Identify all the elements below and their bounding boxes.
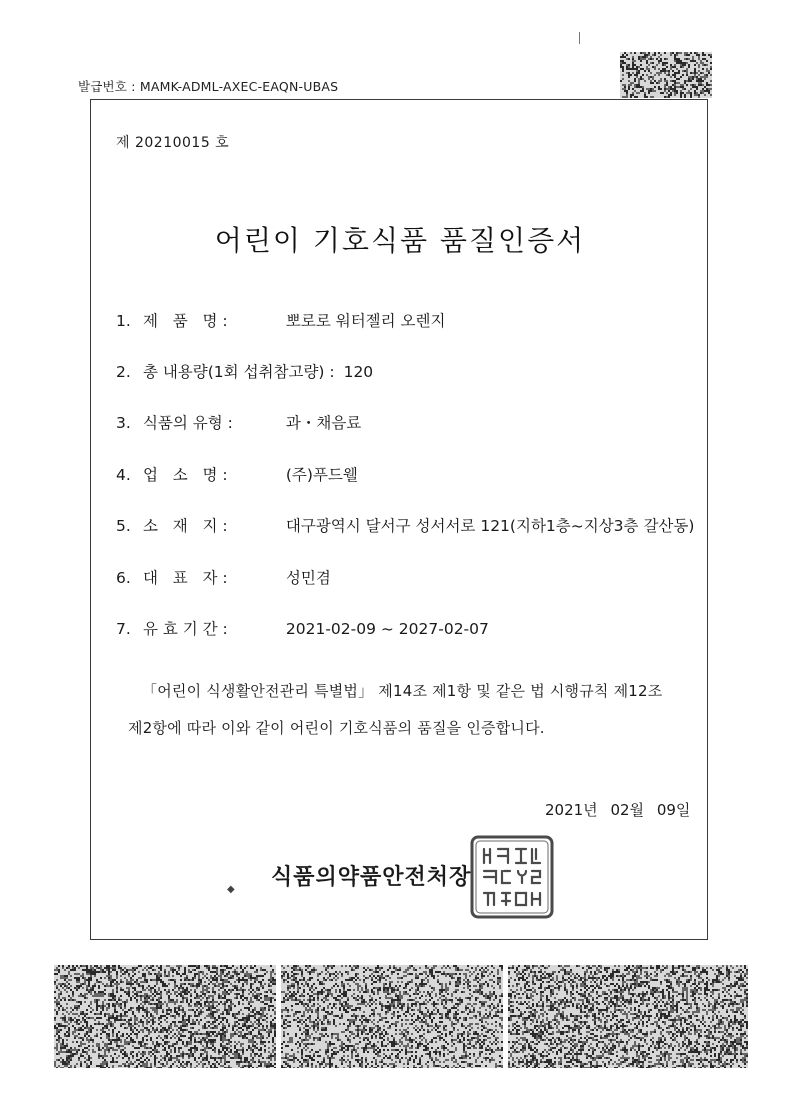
issue-number: 발급번호 : MAMK-ADML-AXEC-EAQN-UBAS [78,79,339,94]
barcode-2d-middle [281,965,503,1068]
scan-mark [579,32,580,44]
mark-dot: ◆ [227,884,235,895]
barcode-2d-top [620,52,712,98]
document-number: 제 20210015 호 [116,135,230,151]
item-value: 120 [343,363,374,381]
item-label: 대 표 자 : [142,569,228,587]
item-number: 6. [116,569,131,587]
item-representative [116,566,331,588]
item-value: 과・채음료 [285,414,362,432]
certificate-title: 어린이 기호식품 품질인증서 [214,224,586,257]
item-value: 대구광역시 달서구 성서서로 121(지하1층~지상3층 갈산동) [285,517,695,535]
item-number: 2. [116,363,131,381]
barcode-2d-right [508,965,748,1068]
item-address [116,514,694,536]
item-validity-period [116,617,489,639]
item-label: 식품의 유형 : [142,414,233,432]
official-seal-icon [470,835,554,919]
item-label: 소 재 지 : [142,517,228,535]
issuer-name: 식품의약품안전처장 [271,865,472,890]
item-label: 제 품 명 : [142,312,228,330]
statement-line-2: 제2항에 따라 이와 같이 어린이 기호식품의 품질을 인증합니다. [128,719,545,737]
issue-date [545,799,690,820]
item-label: 총 내용량(1회 섭취참고량) : [142,363,335,381]
item-content-amount [116,360,373,382]
statement-line-1: 「어린이 식생활안전관리 특별법」 제14조 제1항 및 같은 법 시행규칙 제12조 [142,682,663,700]
item-number: 5. [116,517,131,535]
item-number: 7. [116,620,131,638]
item-number: 1. [116,312,131,330]
item-food-type [116,411,361,433]
date-day: 09일 [656,801,691,819]
item-value: 성민겸 [285,569,331,587]
certification-statement [128,673,698,747]
item-product-name [116,309,445,331]
item-label: 유 효 기 간 : [142,620,228,638]
item-value: 뽀로로 워터젤리 오렌지 [285,312,446,330]
item-label: 업 소 명 : [142,466,228,484]
item-business-name [116,463,358,485]
item-value: 2021-02-09 ~ 2027-02-07 [285,620,489,638]
item-number: 3. [116,414,131,432]
date-year: 2021년 [545,801,598,819]
date-month: 02월 [610,801,645,819]
barcode-2d-left [54,965,276,1068]
item-number: 4. [116,466,131,484]
item-value: (주)푸드웰 [285,466,358,484]
